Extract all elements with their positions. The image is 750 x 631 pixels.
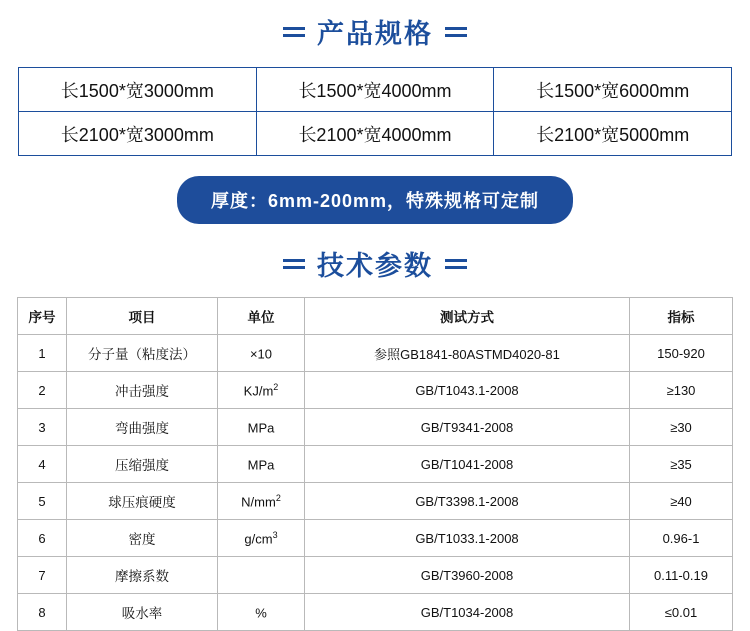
cell-no: 3	[18, 409, 67, 446]
table-row	[18, 520, 733, 557]
cell-unit	[218, 594, 305, 631]
cell-unit	[218, 483, 305, 520]
column-header-value: 指标	[630, 298, 733, 335]
cell-method: 参照GB1841-80ASTMD4020-81	[305, 335, 630, 372]
table-row	[19, 68, 732, 112]
cell-value: ≤0.01	[630, 594, 733, 631]
cell-unit-text: N/mm	[241, 494, 276, 510]
cell-item: 密度	[67, 520, 218, 557]
cell-method: GB/T3960-2008	[305, 557, 630, 594]
column-header-item: 项目	[67, 298, 218, 335]
cell-unit	[218, 557, 305, 594]
table-row	[18, 446, 733, 483]
spec-cell: 长1500*宽3000mm	[19, 68, 257, 112]
cell-item: 吸水率	[67, 594, 218, 631]
cell-item: 分子量（粘度法）	[67, 335, 218, 372]
product-spec-page	[0, 12, 750, 621]
cell-unit	[218, 446, 305, 483]
cell-unit-text: g/cm	[244, 531, 273, 547]
cell-no: 8	[18, 594, 67, 631]
specification-table	[18, 67, 732, 156]
double-dash-right-icon	[445, 257, 467, 271]
cell-unit-text: %	[255, 605, 267, 621]
cell-method: GB/T1041-2008	[305, 446, 630, 483]
table-row	[18, 409, 733, 446]
cell-value: 0.11-0.19	[630, 557, 733, 594]
cell-unit-text: MPa	[247, 457, 275, 473]
product-spec-title-text: 产品规格	[317, 19, 433, 49]
cell-unit	[218, 520, 305, 557]
cell-method: GB/T1033.1-2008	[305, 520, 630, 557]
table-row	[18, 372, 733, 409]
table-row	[18, 557, 733, 594]
cell-value: 0.96-1	[630, 520, 733, 557]
column-header-unit: 单位	[218, 298, 305, 335]
thickness-note-badge: 厚度：6mm-200mm，特殊规格可定制	[177, 176, 573, 224]
cell-no: 5	[18, 483, 67, 520]
table-row	[18, 335, 733, 372]
cell-value: ≥35	[630, 446, 733, 483]
cell-value: ≥130	[630, 372, 733, 409]
cell-item: 压缩强度	[67, 446, 218, 483]
table-row	[18, 483, 733, 520]
cell-no: 1	[18, 335, 67, 372]
table-header-row	[18, 298, 733, 335]
cell-unit	[218, 409, 305, 446]
double-dash-left-icon	[283, 257, 305, 271]
tech-params-title-text: 技术参数	[317, 251, 433, 281]
spec-cell: 长1500*宽4000mm	[256, 68, 494, 112]
cell-method: GB/T3398.1-2008	[305, 483, 630, 520]
cell-unit-exponent: 3	[272, 529, 278, 540]
cell-no: 7	[18, 557, 67, 594]
cell-item: 摩擦系数	[67, 557, 218, 594]
thickness-note-wrapper	[0, 176, 750, 224]
cell-value: ≥40	[630, 483, 733, 520]
cell-unit	[218, 372, 305, 409]
cell-unit-exponent: 2	[275, 492, 281, 503]
spec-cell: 长2100*宽3000mm	[19, 112, 257, 156]
cell-item: 冲击强度	[67, 372, 218, 409]
cell-method: GB/T9341-2008	[305, 409, 630, 446]
spec-cell: 长2100*宽4000mm	[256, 112, 494, 156]
tech-params-heading	[0, 244, 750, 283]
cell-unit-text: ×10	[249, 346, 273, 362]
cell-unit-exponent: 2	[273, 381, 279, 392]
cell-no: 4	[18, 446, 67, 483]
cell-item: 弯曲强度	[67, 409, 218, 446]
cell-value: 150-920	[630, 335, 733, 372]
product-spec-heading	[0, 12, 750, 51]
cell-unit-text: MPa	[247, 420, 275, 436]
spec-cell: 长2100*宽5000mm	[494, 112, 732, 156]
double-dash-left-icon	[283, 25, 305, 39]
cell-value: ≥30	[630, 409, 733, 446]
technical-parameters-table	[17, 297, 733, 631]
cell-no: 6	[18, 520, 67, 557]
cell-method: GB/T1043.1-2008	[305, 372, 630, 409]
cell-method: GB/T1034-2008	[305, 594, 630, 631]
cell-item: 球压痕硬度	[67, 483, 218, 520]
table-row	[18, 594, 733, 631]
table-row	[19, 112, 732, 156]
column-header-no: 序号	[18, 298, 67, 335]
column-header-method: 测试方式	[305, 298, 630, 335]
double-dash-right-icon	[445, 25, 467, 39]
cell-unit	[218, 335, 305, 372]
spec-cell: 长1500*宽6000mm	[494, 68, 732, 112]
cell-unit-text: KJ/m	[243, 383, 274, 399]
cell-no: 2	[18, 372, 67, 409]
